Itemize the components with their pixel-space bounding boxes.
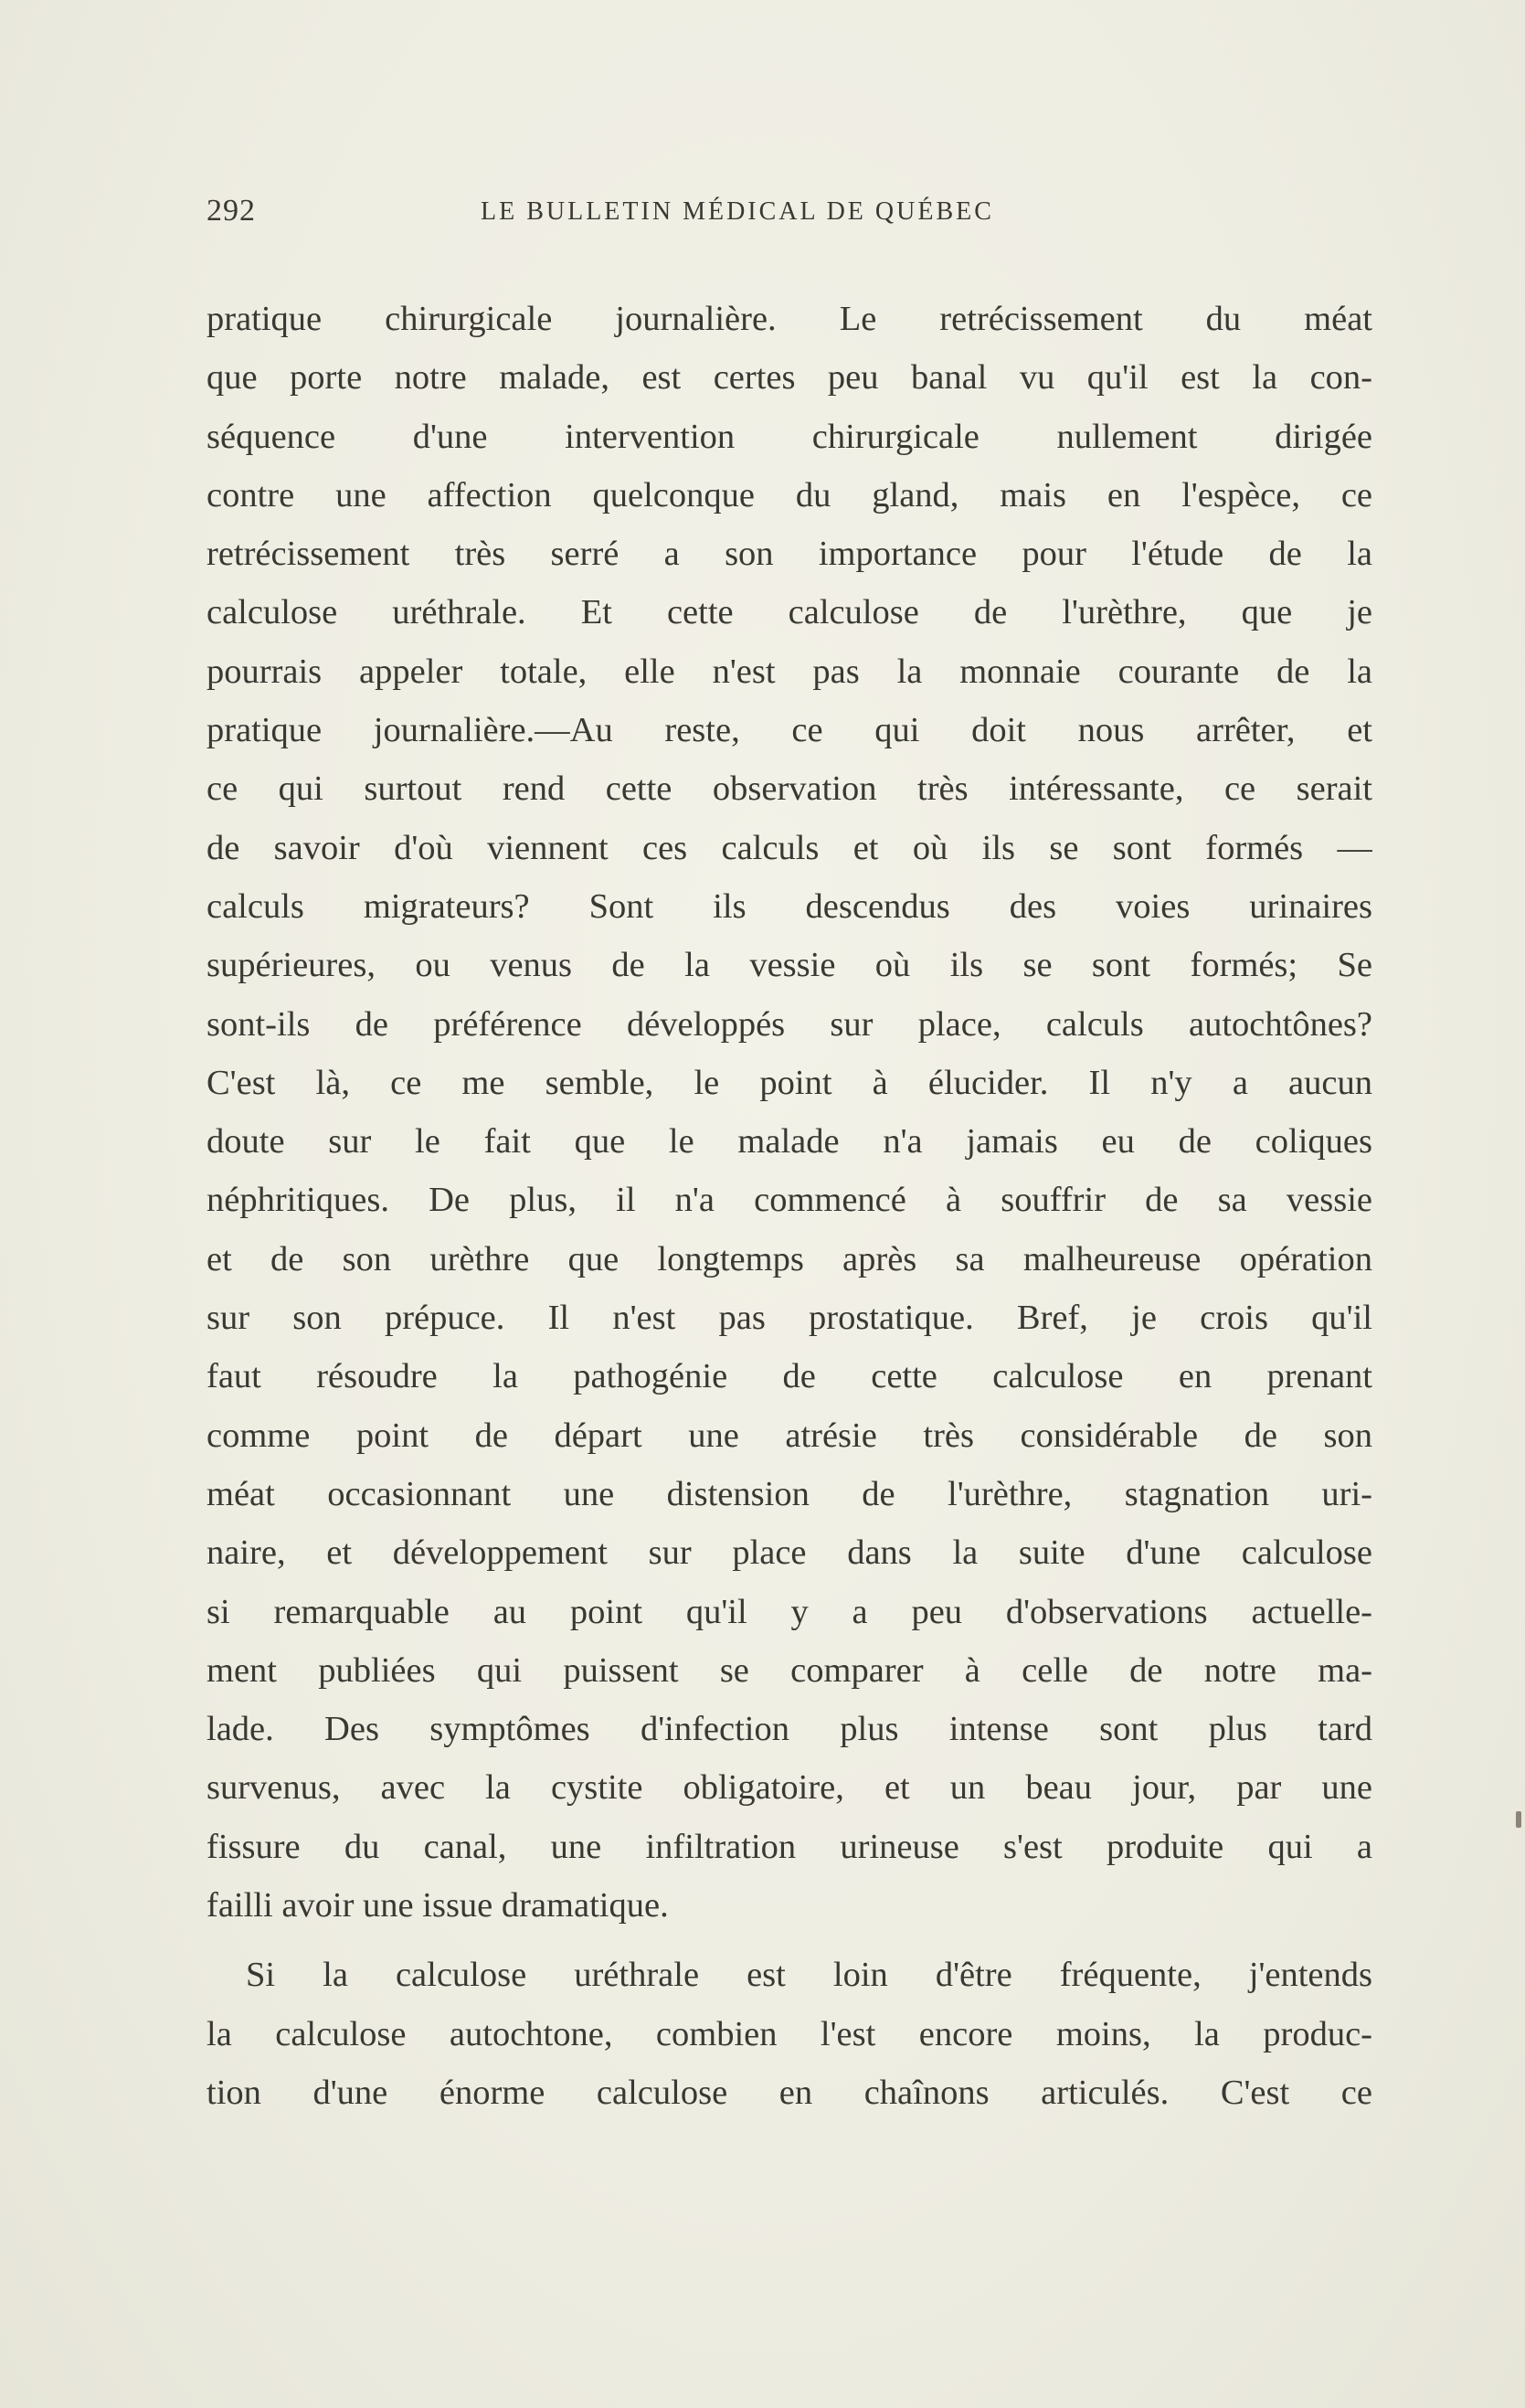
- text-line: pourrais appeler totale, elle n'est pas la monnaie courante de la: [207, 652, 1372, 691]
- text-line: calculose uréthrale. Et cette calculose de l'urèthre, que je: [207, 593, 1372, 632]
- text-line: méat occasionnant une distension de l'urèthre, stagnation uri-: [207, 1474, 1372, 1513]
- text-line: comme point de départ une atrésie très considérable de son: [207, 1416, 1372, 1455]
- text-line: pratique journalière.—Au reste, ce qui doit nous arrêter, et: [207, 711, 1372, 750]
- text-line: doute sur le fait que le malade n'a jamais eu de coliques: [207, 1122, 1372, 1162]
- text-line: fissure du canal, une infiltration urineuse s'est produite qui a: [207, 1827, 1372, 1866]
- text-line: que porte notre malade, est certes peu banal vu qu'il est la con-: [207, 358, 1372, 398]
- text-line: séquence d'une intervention chirurgicale nullement dirigée: [207, 417, 1372, 456]
- text-line: ment publiées qui puissent se comparer à celle de notre ma-: [207, 1650, 1372, 1690]
- text-line: de savoir d'où viennent ces calculs et où ils se sont formés —: [207, 828, 1372, 867]
- body-text: [207, 290, 1372, 2122]
- text-line: la calculose autochtone, combien l'est encore moins, la produc-: [207, 2014, 1372, 2053]
- paragraph-gap: [207, 1935, 1372, 1946]
- running-title: LE BULLETIN MÉDICAL DE QUÉBEC: [481, 197, 994, 226]
- text-line: sont-ils de préférence développés sur place, calculs autochtônes?: [207, 1004, 1372, 1044]
- text-line: si remarquable au point qu'il y a peu d'observations actuelle-: [207, 1592, 1372, 1631]
- text-line: retrécissement très serré a son importance pour l'étude de la: [207, 535, 1372, 574]
- paragraph-1: [207, 290, 1372, 1935]
- text-line: contre une affection quelconque du gland, mais en l'espèce, ce: [207, 475, 1372, 514]
- text-line: calculs migrateurs? Sont ils descendus des voies urinaires: [207, 886, 1372, 926]
- text-line: naire, et développement sur place dans la suite d'une calculose: [207, 1533, 1372, 1573]
- margin-ink-mark: [1516, 1811, 1521, 1828]
- text-line: ce qui surtout rend cette observation très intéressante, ce serait: [207, 769, 1372, 809]
- text-line: et de son urèthre que longtemps après sa malheureuse opération: [207, 1239, 1372, 1278]
- text-line: lade. Des symptômes d'infection plus intense sont plus tard: [207, 1710, 1372, 1749]
- text-line: sur son prépuce. Il n'est pas prostatique. Bref, je crois qu'il: [207, 1299, 1372, 1338]
- text-line: supérieures, ou venus de la vessie où ils se sont formés; Se: [207, 946, 1372, 985]
- text-line: faut résoudre la pathogénie de cette calculose en prenant: [207, 1357, 1372, 1396]
- running-header: [207, 194, 1372, 238]
- text-line: failli avoir une issue dramatique.: [207, 1886, 669, 1925]
- page-number: 292: [207, 194, 256, 228]
- paragraph-2: [207, 1946, 1372, 2122]
- text-line: survenus, avec la cystite obligatoire, et un beau jour, par une: [207, 1768, 1372, 1808]
- text-line: Si la calculose uréthrale est loin d'être fréquente, j'entends: [246, 1956, 1372, 1995]
- text-line: tion d'une énorme calculose en chaînons articulés. C'est ce: [207, 2073, 1372, 2112]
- text-line: pratique chirurgicale journalière. Le retrécissement du méat: [207, 300, 1372, 338]
- text-line: C'est là, ce me semble, le point à élucider. Il n'y a aucun: [207, 1063, 1372, 1102]
- text-line: néphritiques. De plus, il n'a commencé à souffrir de sa vessie: [207, 1181, 1372, 1220]
